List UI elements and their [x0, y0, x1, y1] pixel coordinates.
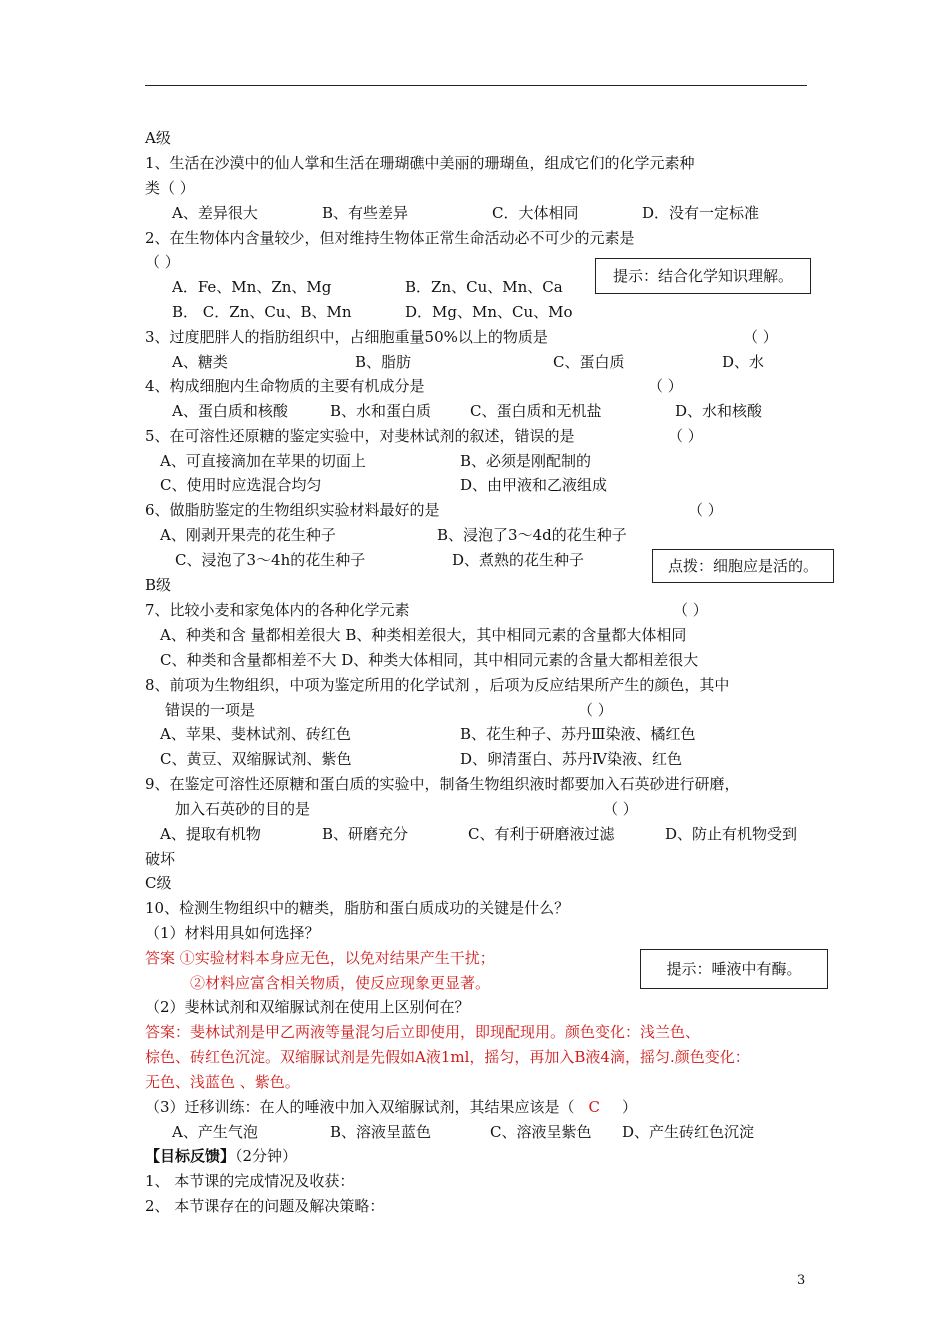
q10-answer1-line1: 答案 ①实验材料本身应无色，以免对结果产生干扰；: [145, 949, 495, 967]
q5-option-c: C、使用时应选混合均匀: [160, 476, 322, 494]
q1-option-a: A、差异很大: [172, 204, 258, 222]
q8-stem: 8、前项为生物组织，中项为鉴定所用的化学试剂 ，后项为反应结果所产生的颜色，其中: [145, 676, 730, 694]
q9-paren: （ ）: [603, 800, 638, 818]
q9-stem: 9、在鉴定可溶性还原糖和蛋白质的实验中，制备生物组织液时都要加入石英砂进行研磨，: [145, 775, 740, 793]
q2-option-c: B． C．Zn、Cu、B、Mn: [172, 303, 352, 321]
feedback-item-2: 2、 本节课存在的问题及解决策略：: [145, 1197, 385, 1215]
q8-option-a: A、苹果、斐林试剂、砖红色: [160, 725, 351, 743]
hint-box-chemistry: [595, 258, 811, 294]
q8-option-d: D、卵清蛋白、苏丹Ⅳ染液、红色: [460, 750, 683, 768]
q6-option-d: D、煮熟的花生种子: [452, 551, 585, 569]
q10-sub3-answer: C: [588, 1098, 601, 1116]
q10-option-a: A、产生气泡: [172, 1123, 258, 1141]
feedback-heading: [145, 1146, 297, 1166]
q10-answer2-line2: 棕色、砖红色沉淀。双缩脲试剂是先假如A液1ml，摇匀，再加入B液4滴，摇匀.颜色变化：: [145, 1048, 750, 1066]
q1-option-d: D．没有一定标准: [642, 204, 760, 222]
q5-option-b: B、必须是刚配制的: [460, 452, 592, 470]
q6-stem: 6、做脂肪鉴定的生物组织实验材料最好的是: [145, 501, 440, 519]
q10-option-d: D、产生砖红色沉淀: [622, 1123, 755, 1141]
level-b-heading: B级: [145, 576, 172, 594]
q8-stem-cont: 错误的一项是: [165, 701, 256, 719]
hint-text: 点拨：细胞应是活的。: [667, 557, 818, 575]
q4-option-a: A、蛋白质和核酸: [172, 402, 288, 420]
level-c-heading: C级: [145, 874, 172, 892]
q9-option-d-cont: 破坏: [145, 850, 176, 868]
hint-text: 提示：唾液中有酶。: [666, 960, 802, 978]
q4-stem: 4、构成细胞内生命物质的主要有机成分是: [145, 377, 425, 395]
q1-stem: 1、生活在沙漠中的仙人掌和生活在珊瑚礁中美丽的珊瑚鱼，组成它们的化学元素种: [145, 154, 695, 172]
q6-option-c: C、浸泡了3～4h的花生种子: [175, 551, 366, 569]
hint-box-living-cell: [652, 549, 834, 583]
q1-option-b: B、有些差异: [322, 204, 409, 222]
q3-option-a: A、糖类: [172, 353, 228, 371]
q2-stem: 2、在生物体内含量较少，但对维持生物体正常生命活动必不可少的元素是: [145, 229, 635, 247]
q9-stem-cont: 加入石英砂的目的是: [175, 800, 311, 818]
q2-paren: （ ）: [145, 253, 180, 271]
q10-sub3: [145, 1097, 637, 1117]
header-rule: [145, 85, 807, 86]
q5-option-d: D、由甲液和乙液组成: [460, 476, 608, 494]
q8-option-b: B、花生种子、苏丹Ⅲ染液、橘红色: [460, 725, 696, 743]
q7-paren: （ ）: [673, 601, 708, 619]
q10-answer2-line3: 无色、浅蓝色 、紫色。: [145, 1073, 300, 1091]
q8-option-c: C、黄豆、双缩脲试剂、紫色: [160, 750, 352, 768]
q9-option-d: D、防止有机物受到: [665, 825, 798, 843]
q6-paren: （ ）: [688, 501, 723, 519]
q10-sub1: （1）材料用具如何选择？: [145, 924, 320, 942]
feedback-title: 【目标反馈】: [145, 1147, 236, 1165]
page-number: 3: [797, 1273, 806, 1288]
q7-options-cd: C、种类和含量都相差不大 D、种类大体相同，其中相同元素的含量大都相差很大: [160, 651, 699, 669]
q2-option-d: D．Mg、Mn、Cu、Mo: [405, 303, 573, 321]
q6-option-a: A、刚剥开果壳的花生种子: [160, 526, 336, 544]
q9-option-b: B、研磨充分: [322, 825, 409, 843]
q1-stem-cont: 类（ ）: [145, 179, 195, 197]
q10-answer2-line1: 答案：斐林试剂是甲乙两液等量混匀后立即使用，即现配现用。颜色变化：浅兰色、: [145, 1023, 701, 1041]
q6-option-b: B、浸泡了3～4d的花生种子: [437, 526, 627, 544]
q10-option-c: C、溶液呈紫色: [490, 1123, 592, 1141]
q10-sub3-text: （3）迁移训练：在人的唾液中加入双缩脲试剂，其结果应该是（: [145, 1098, 575, 1116]
hint-text: 提示：结合化学知识理解。: [612, 267, 793, 285]
level-a-heading: A级: [145, 129, 171, 147]
q3-option-d: D、水: [722, 353, 765, 371]
q10-option-b: B、溶液呈蓝色: [330, 1123, 432, 1141]
q10-sub3-end: ）: [622, 1098, 638, 1116]
q10-answer1-line2: ②材料应富含相关物质，使反应现象更显著。: [190, 974, 491, 992]
q9-option-a: A、提取有机物: [160, 825, 261, 843]
q7-stem: 7、比较小麦和家兔体内的各种化学元素: [145, 601, 410, 619]
q3-option-b: B、脂肪: [355, 353, 412, 371]
feedback-time: （2分钟）: [235, 1147, 298, 1165]
q3-paren: （ ）: [743, 328, 778, 346]
q10-sub2: （2）斐林试剂和双缩脲试剂在使用上区别何在？: [145, 998, 470, 1016]
q9-option-c: C、有利于研磨液过滤: [468, 825, 615, 843]
q4-option-b: B、水和蛋白质: [330, 402, 432, 420]
q5-option-a: A、可直接滴加在苹果的切面上: [160, 452, 366, 470]
q2-option-b: B．Zn、Cu、Mn、Ca: [405, 278, 563, 296]
q5-stem: 5、在可溶性还原糖的鉴定实验中，对斐林试剂的叙述，错误的是: [145, 427, 575, 445]
feedback-item-1: 1、 本节课的完成情况及收获：: [145, 1172, 355, 1190]
q5-paren: （ ）: [668, 427, 703, 445]
q1-option-c: C．大体相同: [492, 204, 579, 222]
q2-option-a: A．Fe、Mn、Zn、Mg: [172, 278, 332, 296]
q4-option-c: C、蛋白质和无机盐: [470, 402, 602, 420]
q3-stem: 3、过度肥胖人的指肪组织中，占细胞重量50%以上的物质是: [145, 328, 548, 346]
q4-option-d: D、水和核酸: [675, 402, 763, 420]
hint-box-saliva: [640, 949, 828, 989]
q8-paren: （ ）: [578, 701, 613, 719]
q4-paren: （ ）: [648, 377, 683, 395]
q7-options-ab: A、种类和含 量都相差很大 B、种类相差很大，其中相同元素的含量都大体相同: [160, 626, 687, 644]
q10-stem: 10、检测生物组织中的糖类，脂肪和蛋白质成功的关键是什么？: [145, 899, 570, 917]
q3-option-c: C、蛋白质: [553, 353, 625, 371]
